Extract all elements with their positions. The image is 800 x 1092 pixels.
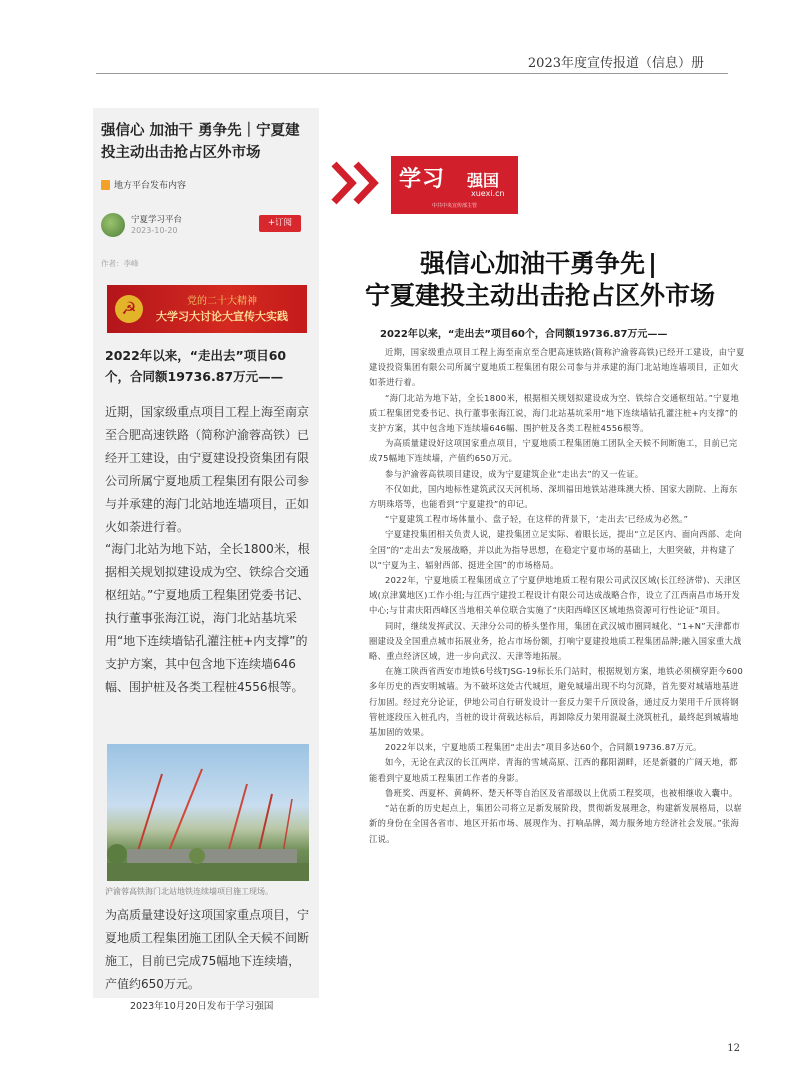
article-paragraph: “宁夏建筑工程市场体量小、盘子轻，在这样的背景下，‘走出去’已经成为必然。” — [385, 514, 689, 525]
phone-source-row — [101, 178, 186, 191]
party-banner — [107, 285, 307, 333]
phone-date: 2023-10-20 — [131, 226, 178, 235]
article-paragraph: 2022年以来，宁夏地质工程集团“走出去”项目多达60个，合同额19736.87万元。 — [385, 742, 702, 753]
phone-screenshot — [93, 108, 319, 998]
logo-domain: xuexi.cn — [471, 189, 505, 198]
article-paragraph: 不仅如此，国内地标性建筑武汉天河机场、深圳福田地铁站港珠澳大桥、国家大剧院、上海东方明珠塔等，也能看到“宁夏建投”的印记。 — [369, 483, 738, 510]
article-paragraph: 宁夏建投集团相关负责人说，建投集团立足实际、着眼长远，提出“立足区内、面向西部、走向全国”的“走出去”发展战略，并以此为指导思想，在稳定宁夏市场的基础上，大胆突破，并构建了以“宁夏为主、辐射西部、挺进全国”的市场格局。 — [369, 529, 743, 570]
header-rule — [96, 73, 728, 74]
phone-publisher: 宁夏学习平台 — [131, 215, 183, 225]
article-paragraph: 近期，国家级重点项目工程上海至南京至合肥高速铁路(简称沪渝蓉高铁)已经开工建设，由宁夏建设投资集团有限公司所属宁夏地质工程集团有限公司参与并承建的海门北站地连墙项目，正如火如荼进行着。 — [369, 347, 745, 388]
logo-subtitle: 中共中央宣传部主管 — [431, 203, 477, 209]
article-paragraph: 参与沪渝蓉高铁项目建设，成为宁夏建筑企业“走出去”的又一佐证。 — [385, 468, 644, 479]
double-chevron-icon — [330, 158, 386, 212]
logo-brand-text: 学习 — [399, 166, 446, 192]
banner-line-1: 党的二十大精神 — [187, 296, 257, 307]
logo-brand-text-2: 强国 — [467, 171, 500, 190]
article-paragraph: 2022年，宁夏地质工程集团成立了宁夏伊地地质工程有限公司武汉区域(长江经济带)、天津区域(京津冀地区)工作小组;与江西宁建投工程设计有限公司达成战略合作，设立了江西南昌市场开发中心;与甘肃庆阳西峰区当地相关单位联合实施了“庆阳西峰区区域地热资源可行性论证”项目。 — [369, 575, 742, 616]
article-paragraph: 鲁班奖、西夏杯、黄鹤杯、楚天杯等自治区及省部级以上优质工程奖项，也被相继收入囊中。 — [385, 787, 738, 798]
phone-paragraph-3: 为高质量建设好这项国家重点项目，宁夏地质工程集团施工团队全天候不间断施工，目前已完成75幅地下连续墙，产值约650万元。 — [105, 908, 310, 991]
article-title-line-1: 强信心加油干勇争先| — [419, 249, 661, 278]
page-header-title: 2023年度宣传报道（信息）册 — [527, 56, 704, 71]
article-paragraph: “海门北站为地下站，全长1800米，根据相关规划拟建设成为空、铁综合交通枢纽站。”宁夏地质工程集团党委书记、执行董事张海江说，海门北站基坑采用“地下连续墙钻孔灌注桩+内支撑”的支护方案，其中包含地下连续墙646幅、围护桩及各类工程桩4556根等。 — [369, 392, 740, 434]
article-title-line-2: 宁夏建投主动出击抢占区外市场 — [364, 281, 715, 310]
article-paragraph: 同时，继续发挥武汉、天津分公司的桥头堡作用，集团在武汉城市圈同城化、“1+N”天津都市圈建设及全国重点城市拓展业务，抢占市场份额，打响宁夏建投地质工程集团品牌;融入国家重大战略、重点经济区域，进一步向武汉、天津等地拓展。 — [369, 620, 742, 662]
phone-article-title: 强信心 加油干 勇争先｜宁夏建投主动出击抢占区外市场 — [101, 123, 300, 161]
document-icon — [101, 180, 110, 190]
xuexi-logo — [391, 156, 518, 214]
phone-photo-caption: 沪渝蓉高铁海门北站地铁连续墙项目施工现场。 — [105, 887, 273, 896]
page-number: 12 — [727, 1043, 740, 1054]
avatar — [101, 213, 125, 237]
subscribe-button[interactable]: +订阅 — [259, 215, 301, 232]
phone-lead: 2022年以来，“走出去”项目60个，合同额19736.87万元—— — [105, 348, 287, 384]
phone-paragraph-2: “海门北站为地下站，全长1800米，根据相关规划拟建设成为空、铁综合交通枢纽站。”宁夏地质工程集团党委书记、执行董事张海江说，海门北站基坑采用“地下连续墙钻孔灌注桩+内支撑”的支护方案，其中包含地下连续墙646幅、围护桩及各类工程桩4556根等。 — [105, 542, 310, 694]
article-paragraph: 为高质量建设好这项国家重点项目，宁夏地质工程集团施工团队全天候不间断施工，目前已完成75幅地下连续墙，产值约650万元。 — [369, 438, 738, 464]
phone-paragraph-1: 近期，国家级重点项目工程上海至南京至合肥高速铁路（简称沪渝蓉高铁）已经开工建设，由宁夏建设投资集团有限公司所属宁夏地质工程集团有限公司参与并承建的海门北站地连墙项目，正如火如荼进行着。 — [105, 405, 310, 534]
article-title — [330, 248, 750, 312]
phone-footer-note: 2023年10月20日发布于学习强国 — [130, 1001, 274, 1012]
article-paragraph: “站在新的历史起点上，集团公司将立足新发展阶段，贯彻新发展理念，构建新发展格局，以崭新的身份在全国各省市、地区开拓市场、展现作为、打响品牌，竭力服务地方经济社会发展。”张海江说。 — [369, 803, 743, 844]
phone-source-label: 地方平台发布内容 — [114, 181, 187, 191]
article-paragraph: 如今，无论在武汉的长江两岸、青海的雪域高原、江西的鄱阳湖畔，还是新疆的广阔天地，都能看到宁夏地质工程集团工作者的身影。 — [369, 757, 738, 783]
banner-line-2: 大学习大讨论大宣传大实践 — [156, 310, 288, 323]
construction-site-photo — [107, 744, 309, 881]
article-body — [369, 345, 745, 847]
article-lead: 2022年以来，“走出去”项目60个，合同额19736.87万元—— — [380, 329, 668, 340]
party-emblem-icon: ☭ — [115, 295, 143, 323]
phone-author: 作者：李峰 — [101, 259, 139, 268]
article-paragraph: 在施工陕西省西安市地铁6号线TJSG-19标长乐门站时，根据规划方案，地铁必须横穿距今600多年历史的西安明城墙。为不破坏这处古代城垣，避免城墙出现不均匀沉降，首先要对城墙地基进行加固。经过充分论证，伊地公司自行研发设计一套反力架千斤顶设备，通过反力架用千斤顶将钢管桩逐段压入桩孔内，当桩的设计荷载达标后，再卸除反力架用混凝土浇筑桩孔，最终起到城墙地基加固的效果。 — [369, 666, 744, 738]
